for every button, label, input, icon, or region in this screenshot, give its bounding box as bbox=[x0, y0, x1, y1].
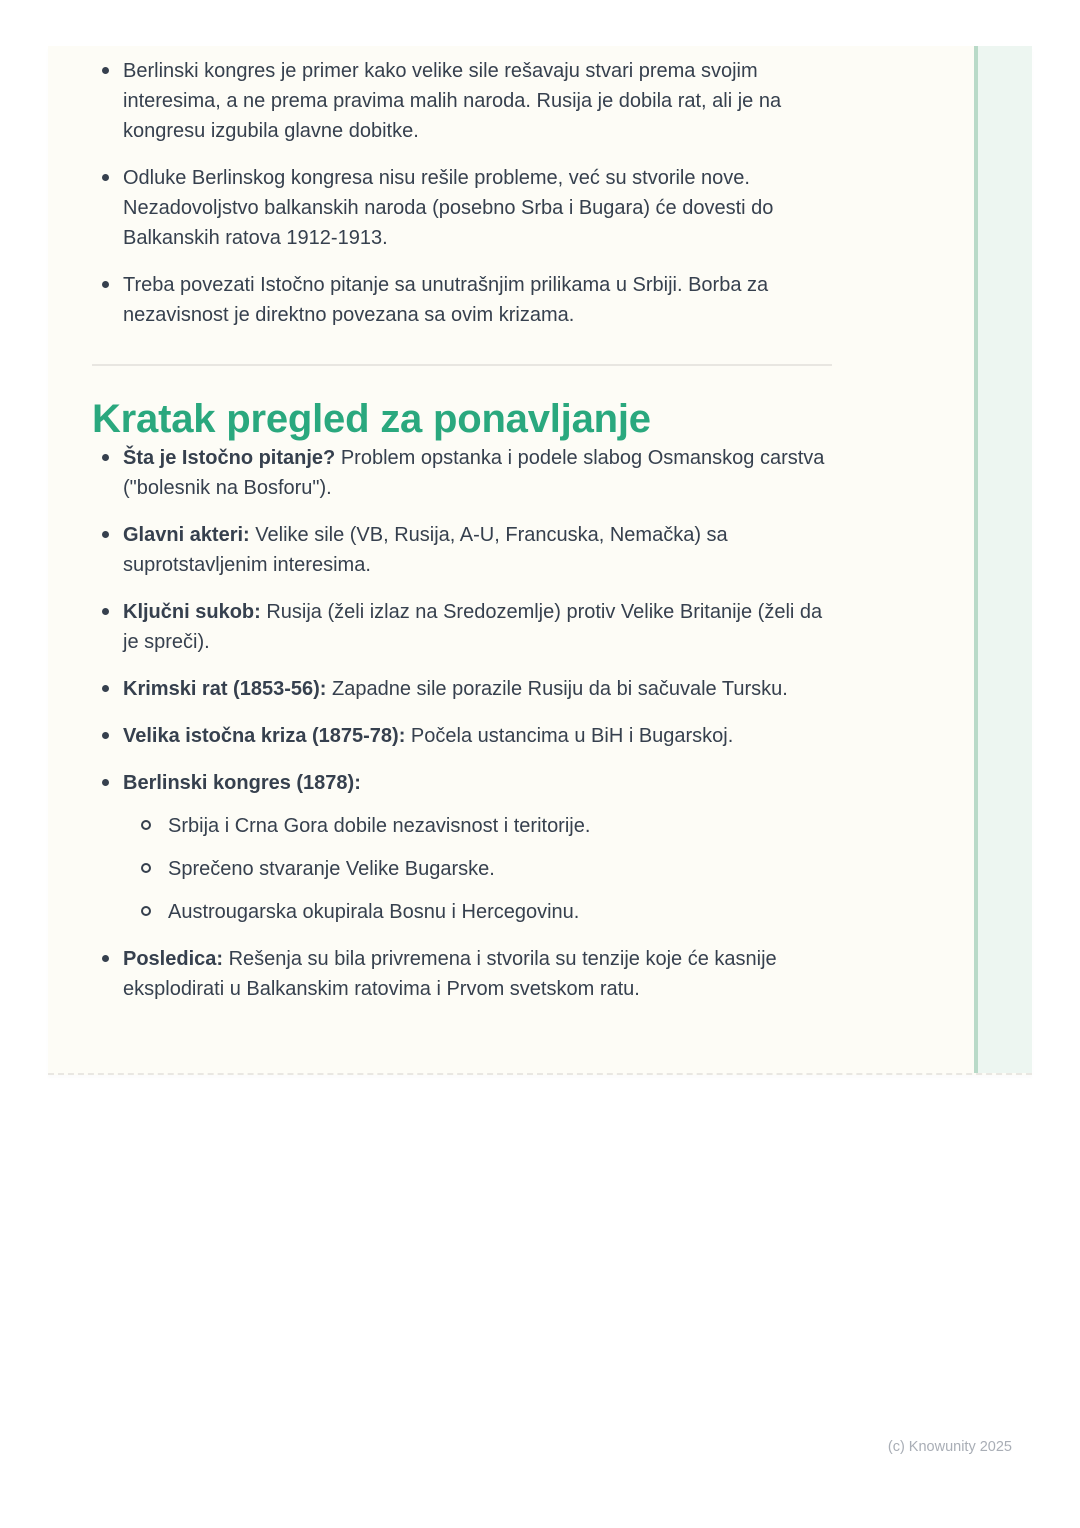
list-item: Treba povezati Istočno pitanje sa unutrašnjim prilikama u Srbiji. Borba za nezavisnost je direktno povezana sa ovim krizama. bbox=[92, 270, 832, 330]
review-bullet-list bbox=[92, 443, 832, 1004]
list-item: Odluke Berlinskog kongresa nisu rešile probleme, već su stvorile nove. Nezadovoljstvo balkanskih naroda (posebno Srba i Bugara) će dovesti do Balkanskih ratova 1912-1913. bbox=[92, 163, 832, 253]
page-content bbox=[92, 56, 832, 1004]
analysis-bullet-list bbox=[92, 56, 832, 330]
list-item bbox=[92, 768, 832, 927]
list-item: Krimski rat (1853-56): Zapadne sile porazile Rusiju da bi sačuvale Tursku. bbox=[92, 674, 832, 704]
bullet-lead: Glavni akteri: bbox=[123, 524, 250, 546]
bullet-lead: Berlinski kongres (1878): bbox=[123, 772, 361, 794]
sub-bullet-list bbox=[123, 811, 832, 927]
list-item: Posledica: Rešenja su bila privremena i stvorila su tenzije koje će kasnije eksplodirati u Balkanskim ratovima i Prvom svetskom ratu. bbox=[92, 944, 832, 1004]
bullet-lead: Krimski rat (1853-56): bbox=[123, 678, 327, 700]
document-page bbox=[48, 46, 1032, 1075]
list-item: Berlinski kongres je primer kako velike sile rešavaju stvari prema svojim interesima, a ne prema pravima malih naroda. Rusija je dobila rat, ali je na kongresu izgubila glavne dobitke. bbox=[92, 56, 832, 146]
page-accent-strip bbox=[974, 46, 1032, 1073]
bullet-lead: Posledica: bbox=[123, 948, 224, 970]
bullet-lead: Ključni sukob: bbox=[123, 601, 261, 623]
section-heading: Kratak pregled za ponavljanje bbox=[92, 397, 651, 441]
bullet-lead: Šta je Istočno pitanje? bbox=[123, 447, 336, 469]
list-item: Ključni sukob: Rusija (želi izlaz na Sredozemlje) protiv Velike Britanije (želi da je spreči). bbox=[92, 597, 832, 657]
sub-list-item: Austrougarska okupirala Bosnu i Hercegovinu. bbox=[123, 897, 832, 927]
section-divider bbox=[92, 364, 832, 366]
bullet-lead: Velika istočna kriza (1875-78): bbox=[123, 725, 406, 747]
list-item: Velika istočna kriza (1875-78): Počela ustancima u BiH i Bugarskoj. bbox=[92, 721, 832, 751]
sub-list-item: Srbija i Crna Gora dobile nezavisnost i teritorije. bbox=[123, 811, 832, 841]
sub-list-item: Sprečeno stvaranje Velike Bugarske. bbox=[123, 854, 832, 884]
copyright-note: (c) Knowunity 2025 bbox=[887, 1439, 1012, 1455]
list-item: Glavni akteri: Velike sile (VB, Rusija, A-U, Francuska, Nemačka) sa suprotstavljenim interesima. bbox=[92, 520, 832, 580]
list-item: Šta je Istočno pitanje? Problem opstanka i podele slabog Osmanskog carstva ("bolesnik na Bosforu"). bbox=[92, 443, 832, 503]
